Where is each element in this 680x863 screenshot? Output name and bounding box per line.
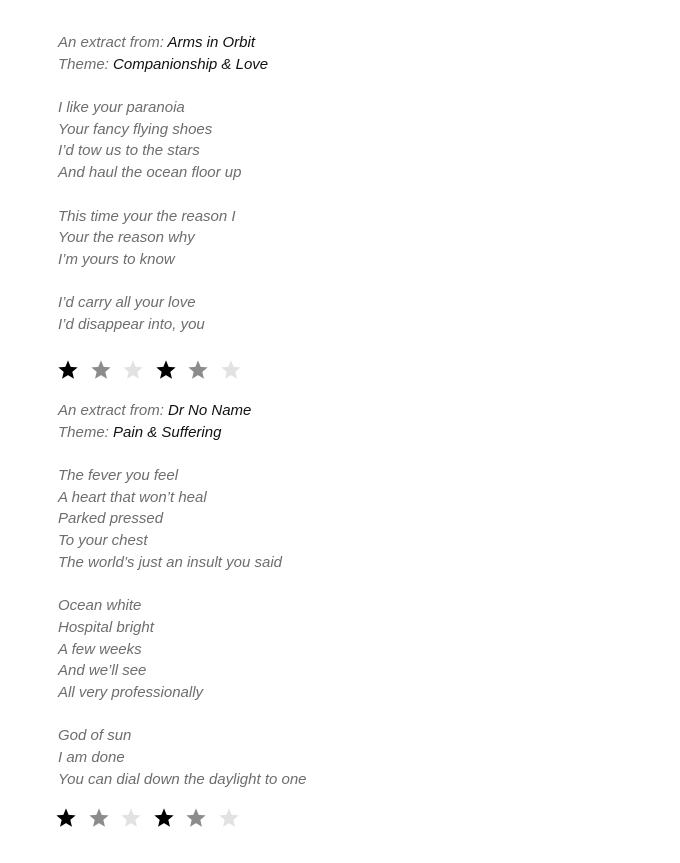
- star-icon: [218, 807, 240, 829]
- source-title: Arms in Orbit: [167, 34, 256, 51]
- theme-line: [58, 54, 268, 76]
- lyric-line: Your the reason why: [58, 229, 195, 247]
- lyric-line: A heart that won’t heal: [58, 488, 207, 506]
- source-label: An extract from:: [58, 34, 164, 51]
- star-icon: [120, 807, 142, 829]
- star-icon: [57, 359, 79, 381]
- lyric-line: I’d tow us to the stars: [58, 142, 200, 160]
- lyric-line: Hospital bright: [58, 618, 154, 636]
- source-label: An extract from:: [58, 402, 164, 419]
- lyric-line: And we’ll see: [58, 662, 147, 680]
- star-icon: [220, 359, 242, 381]
- lyric-line: I am done: [58, 749, 125, 766]
- star-icon: [155, 359, 177, 381]
- theme-value: Pain & Suffering: [113, 423, 222, 441]
- source-line: [58, 400, 307, 422]
- star-rating: [57, 359, 252, 381]
- lyric-line: Ocean white: [58, 597, 142, 615]
- lyric-line: To your chest: [58, 532, 148, 550]
- stanza: [58, 725, 307, 790]
- lyric-line: Your fancy flying shoes: [58, 120, 213, 138]
- theme-value: Companionship & Love: [113, 55, 269, 73]
- lyric-line: You can dial down the daylight to one: [58, 770, 307, 788]
- star-icon: [122, 359, 144, 381]
- theme-label: Theme:: [58, 423, 109, 441]
- lyric-line: The fever you feel: [58, 467, 179, 485]
- stanza: [58, 595, 307, 703]
- lyric-line: The world’s just an insult you said: [58, 553, 283, 571]
- star-icon: [153, 807, 175, 829]
- star-icon: [88, 807, 110, 829]
- stanza: [58, 292, 268, 335]
- source-line: [58, 32, 268, 54]
- lyric-line: I’d carry all your love: [58, 294, 196, 312]
- theme-line: [58, 422, 307, 444]
- lyric-line: I’d disappear into, you: [58, 315, 205, 333]
- lyric-line: I’m yours to know: [58, 250, 175, 268]
- lyric-line: Parked pressed: [58, 510, 164, 528]
- stanza: [58, 465, 307, 573]
- star-icon: [90, 359, 112, 381]
- star-icon: [185, 807, 207, 829]
- stanza: [58, 206, 268, 271]
- extract-dr-no-name: [58, 400, 307, 790]
- star-icon: [55, 807, 77, 829]
- lyric-line: God of sun: [58, 727, 132, 745]
- source-title: Dr No Name: [168, 402, 252, 419]
- lyric-line: All very professionally: [58, 683, 204, 701]
- star-rating: [55, 807, 250, 829]
- extract-arms-in-orbit: [58, 32, 268, 336]
- lyric-line: And haul the ocean floor up: [58, 164, 242, 182]
- lyric-line: I like your paranoia: [58, 99, 185, 117]
- star-icon: [187, 359, 209, 381]
- lyric-line: This time your the reason I: [58, 207, 236, 225]
- theme-label: Theme:: [58, 55, 109, 73]
- stanza: [58, 97, 268, 184]
- lyric-line: A few weeks: [58, 640, 142, 658]
